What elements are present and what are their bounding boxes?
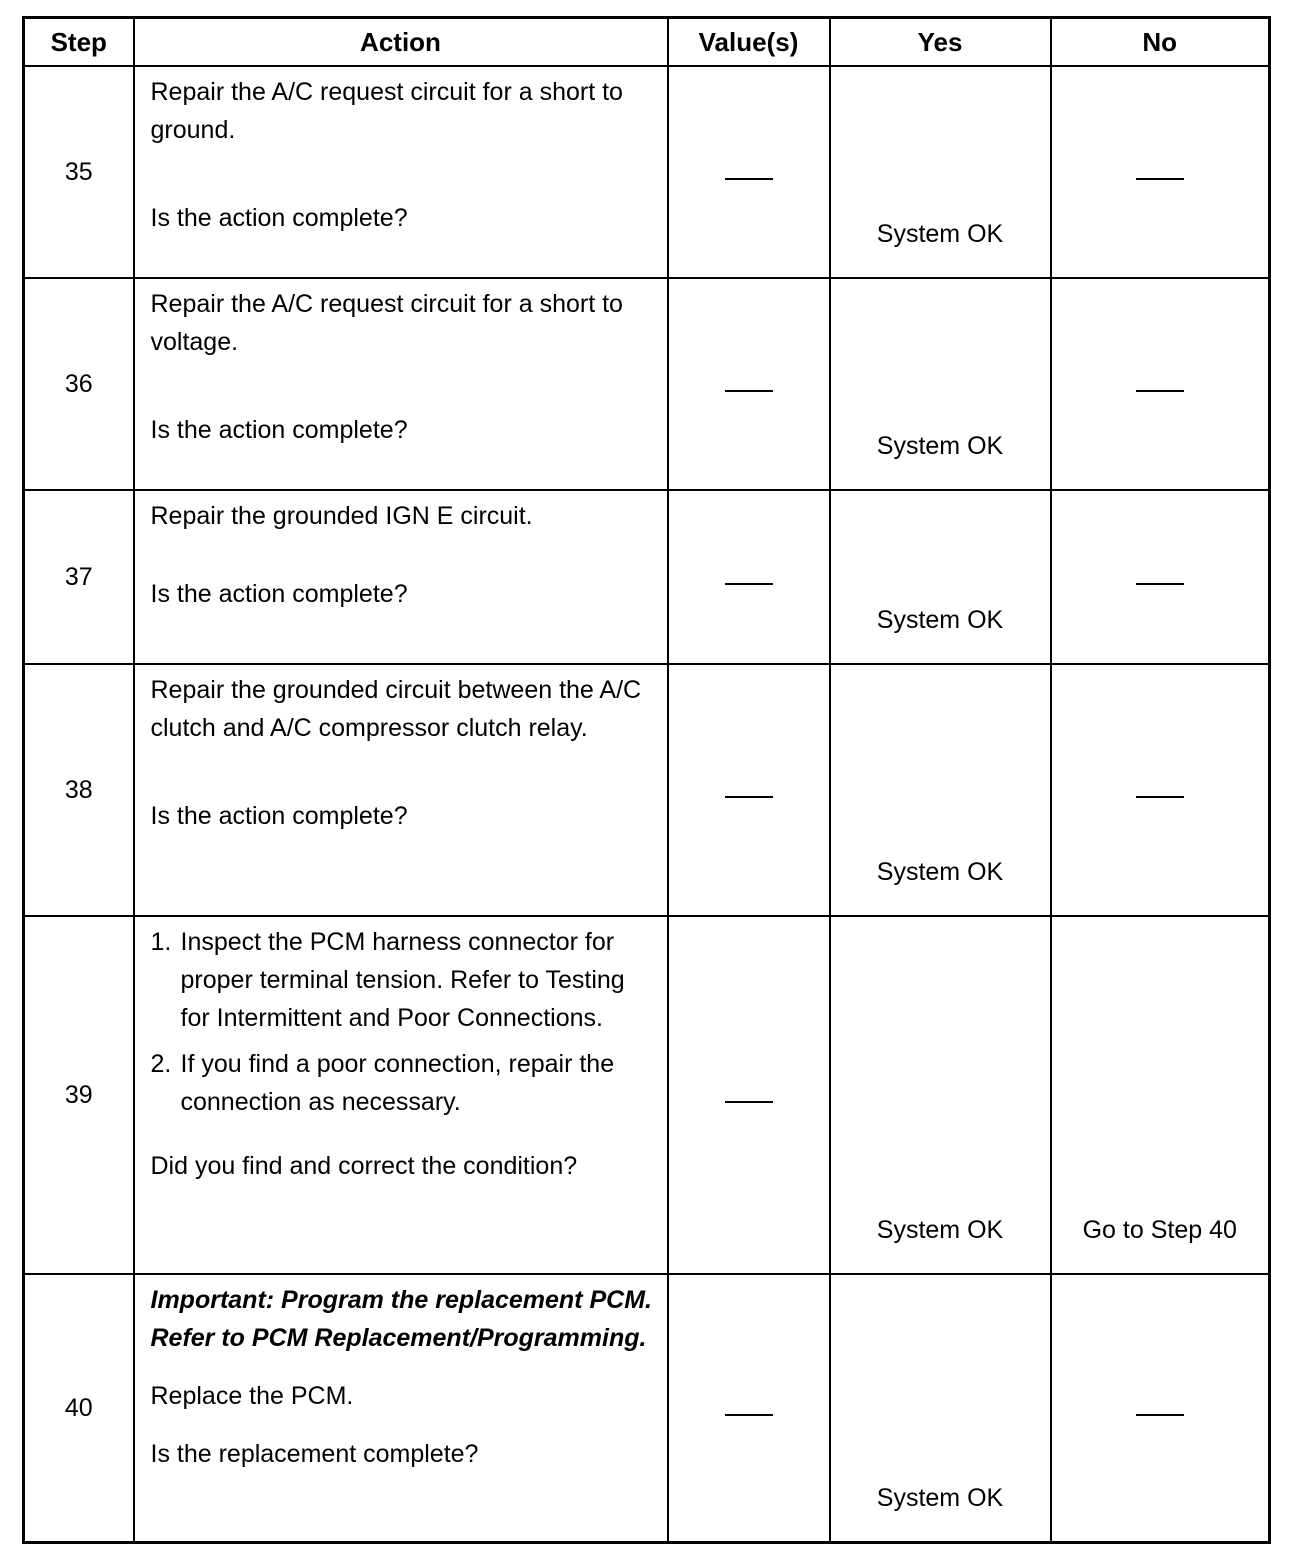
empty-value-dash bbox=[1136, 178, 1184, 180]
no-cell: Go to Step 40 bbox=[1051, 916, 1270, 1274]
step-number: 35 bbox=[24, 66, 134, 278]
list-item-number: 2. bbox=[150, 1050, 172, 1078]
important-note: Important: Program the replacement PCM. Refer to PCM Replacement/Programming. bbox=[150, 1286, 652, 1352]
empty-value-dash bbox=[725, 796, 773, 798]
yes-cell: System OK bbox=[830, 1274, 1051, 1542]
empty-value-dash bbox=[1136, 1414, 1184, 1416]
no-cell bbox=[1051, 1274, 1270, 1542]
list-item bbox=[151, 923, 653, 1037]
yes-cell: System OK bbox=[830, 664, 1051, 916]
action-question: Is the action complete? bbox=[150, 416, 408, 444]
table-row bbox=[24, 278, 1270, 490]
no-cell bbox=[1051, 278, 1270, 490]
empty-value-dash bbox=[1136, 583, 1184, 585]
values-cell bbox=[668, 490, 830, 664]
empty-value-dash bbox=[725, 1101, 773, 1103]
values-cell bbox=[668, 66, 830, 278]
action-text: Repair the grounded circuit between the A/C clutch and A/C compressor clutch relay. bbox=[150, 676, 642, 742]
list-item-text: Inspect the PCM harness connector for proper terminal tension. Refer to Testing for Intermittent and Poor Connections. bbox=[180, 928, 625, 1032]
diagnostic-table-container bbox=[22, 16, 1268, 1544]
no-cell bbox=[1051, 490, 1270, 664]
table-row bbox=[24, 490, 1270, 664]
empty-value-dash bbox=[725, 1414, 773, 1416]
values-cell bbox=[668, 664, 830, 916]
step-number: 36 bbox=[24, 278, 134, 490]
action-cell bbox=[134, 278, 668, 490]
step-number: 39 bbox=[24, 916, 134, 1274]
no-cell bbox=[1051, 66, 1270, 278]
empty-value-dash bbox=[725, 178, 773, 180]
table-row bbox=[24, 66, 1270, 278]
action-question: Is the action complete? bbox=[150, 802, 408, 830]
table-row bbox=[24, 664, 1270, 916]
action-cell bbox=[134, 66, 668, 278]
diagnostic-steps-table bbox=[22, 16, 1271, 1544]
table-row bbox=[24, 916, 1270, 1274]
action-cell bbox=[134, 916, 668, 1274]
step-number: 37 bbox=[24, 490, 134, 664]
header-step: Step bbox=[24, 18, 134, 67]
yes-cell: System OK bbox=[830, 916, 1051, 1274]
header-values: Value(s) bbox=[668, 18, 830, 67]
empty-value-dash bbox=[725, 583, 773, 585]
action-text: Replace the PCM. bbox=[150, 1382, 354, 1410]
header-action: Action bbox=[134, 18, 668, 67]
action-text: Repair the A/C request circuit for a short to ground. bbox=[150, 78, 623, 144]
yes-cell: System OK bbox=[830, 490, 1051, 664]
action-steps-list bbox=[151, 923, 653, 1121]
action-question: Is the action complete? bbox=[150, 204, 408, 232]
list-item-text: If you find a poor connection, repair the connection as necessary. bbox=[180, 1050, 615, 1116]
list-item bbox=[151, 1045, 653, 1121]
yes-cell: System OK bbox=[830, 278, 1051, 490]
yes-cell: System OK bbox=[830, 66, 1051, 278]
action-text: Repair the A/C request circuit for a short to voltage. bbox=[150, 290, 623, 356]
action-cell bbox=[134, 664, 668, 916]
header-yes: Yes bbox=[830, 18, 1051, 67]
action-question: Is the action complete? bbox=[150, 580, 408, 608]
empty-value-dash bbox=[1136, 796, 1184, 798]
action-cell bbox=[134, 1274, 668, 1542]
table-header-row bbox=[24, 18, 1270, 67]
empty-value-dash bbox=[725, 390, 773, 392]
action-question: Is the replacement complete? bbox=[150, 1440, 479, 1468]
step-number: 38 bbox=[24, 664, 134, 916]
values-cell bbox=[668, 278, 830, 490]
action-text: Repair the grounded IGN E circuit. bbox=[150, 502, 533, 530]
values-cell bbox=[668, 1274, 830, 1542]
action-question: Did you find and correct the condition? bbox=[150, 1152, 578, 1180]
values-cell bbox=[668, 916, 830, 1274]
action-cell bbox=[134, 490, 668, 664]
header-no: No bbox=[1051, 18, 1270, 67]
empty-value-dash bbox=[1136, 390, 1184, 392]
list-item-number: 1. bbox=[150, 928, 172, 956]
step-number: 40 bbox=[24, 1274, 134, 1542]
no-cell bbox=[1051, 664, 1270, 916]
table-row bbox=[24, 1274, 1270, 1542]
